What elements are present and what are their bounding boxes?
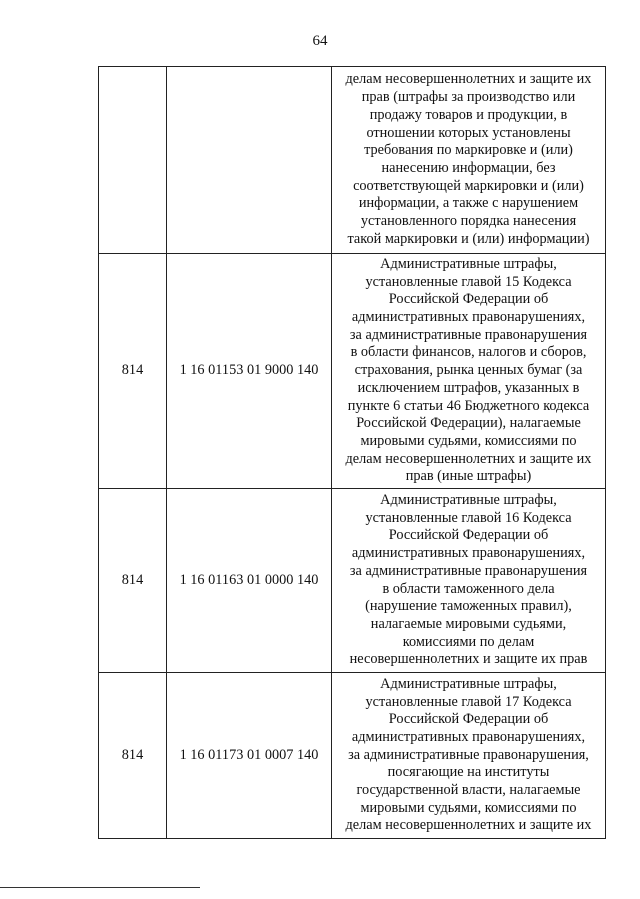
description-line: установленного порядка нанесения bbox=[360, 213, 577, 230]
description-line: административных правонарушениях, bbox=[351, 728, 586, 745]
description-cell bbox=[332, 489, 606, 673]
description-line: установленные главой 15 Кодекса bbox=[365, 273, 572, 290]
description-line: административных правонарушениях, bbox=[351, 545, 586, 562]
table-row bbox=[99, 489, 606, 673]
description-line: посягающие на институты bbox=[387, 764, 550, 781]
description-line: делам несовершеннолетних и защите их bbox=[345, 817, 592, 834]
description-line: страхования, рынка ценных бумаг (за bbox=[354, 362, 583, 379]
description-line: комиссиями по делам bbox=[402, 633, 535, 650]
description-line: Российской Федерации), налагаемые bbox=[356, 415, 581, 432]
description-line: несовершеннолетних и защите их прав bbox=[349, 651, 588, 668]
budget-classification-code-cell: 1 16 01173 01 0007 140 bbox=[167, 673, 332, 839]
description-line: нанесению информации, без bbox=[381, 160, 556, 176]
table-row bbox=[99, 67, 606, 254]
description-line: административных правонарушениях, bbox=[351, 309, 586, 326]
description-line: Российской Федерации об bbox=[388, 527, 549, 544]
description-cell bbox=[332, 673, 606, 839]
description-line: установленные главой 17 Кодекса bbox=[365, 693, 572, 710]
description-line: Российской Федерации об bbox=[388, 291, 549, 308]
description-line: установленные главой 16 Кодекса bbox=[365, 509, 572, 526]
description-line: за административные правонарушения bbox=[349, 326, 588, 343]
description-line: прав (штрафы за производство или bbox=[361, 89, 576, 106]
description-line: соответствующей маркировки и (или) bbox=[353, 177, 584, 194]
description-cell bbox=[332, 254, 606, 489]
description-line: Административные штрафы, bbox=[380, 491, 557, 508]
budget-classification-code-cell bbox=[167, 67, 332, 254]
description-line: пункте 6 статьи 46 Бюджетного кодекса bbox=[347, 397, 590, 414]
description-line: (нарушение таможенных правил), bbox=[365, 598, 572, 615]
admin-code-cell: 814 bbox=[99, 489, 167, 673]
description-line: мировыми судьями, комиссиями по bbox=[360, 799, 577, 816]
description-line: информации, а также с нарушением bbox=[358, 195, 579, 212]
description-line: Административные штрафы, bbox=[380, 255, 557, 272]
footer-divider bbox=[0, 887, 200, 888]
description-line: за административные правонарушения, bbox=[348, 746, 589, 763]
description-line: требования по маркировке и (или) bbox=[364, 142, 573, 159]
admin-code-cell bbox=[99, 67, 167, 254]
budget-classification-code-cell: 1 16 01153 01 9000 140 bbox=[167, 254, 332, 489]
description-line: продажу товаров и продукции, в bbox=[369, 106, 568, 123]
description-line: государственной власти, налагаемые bbox=[356, 782, 581, 799]
description-line: Административные штрафы, bbox=[380, 675, 557, 692]
description-line: делам несовершеннолетних и защите их bbox=[345, 71, 592, 88]
description-line: мировыми судьями, комиссиями по bbox=[360, 432, 577, 449]
description-line: исключением штрафов, указанных в bbox=[357, 379, 580, 396]
page-number: 64 bbox=[312, 33, 328, 49]
description-cell bbox=[332, 67, 606, 254]
description-line: Российской Федерации об bbox=[388, 711, 549, 728]
description-line: в области финансов, налогов и сборов, bbox=[350, 344, 587, 361]
budget-codes-table bbox=[98, 66, 606, 839]
table-row bbox=[99, 673, 606, 839]
description-line: отношении которых установлены bbox=[366, 124, 571, 141]
description-line: прав (иные штрафы) bbox=[405, 468, 532, 485]
description-line: налагаемые мировыми судьями, bbox=[370, 615, 567, 632]
table-row bbox=[99, 254, 606, 489]
admin-code-cell: 814 bbox=[99, 673, 167, 839]
budget-classification-code-cell: 1 16 01163 01 0000 140 bbox=[167, 489, 332, 673]
admin-code-cell: 814 bbox=[99, 254, 167, 489]
description-line: такой маркировки и (или) информации) bbox=[347, 230, 590, 247]
description-line: в области таможенного дела bbox=[382, 580, 555, 597]
description-line: за административные правонарушения bbox=[349, 562, 588, 579]
description-line: делам несовершеннолетних и защите их bbox=[345, 450, 592, 467]
